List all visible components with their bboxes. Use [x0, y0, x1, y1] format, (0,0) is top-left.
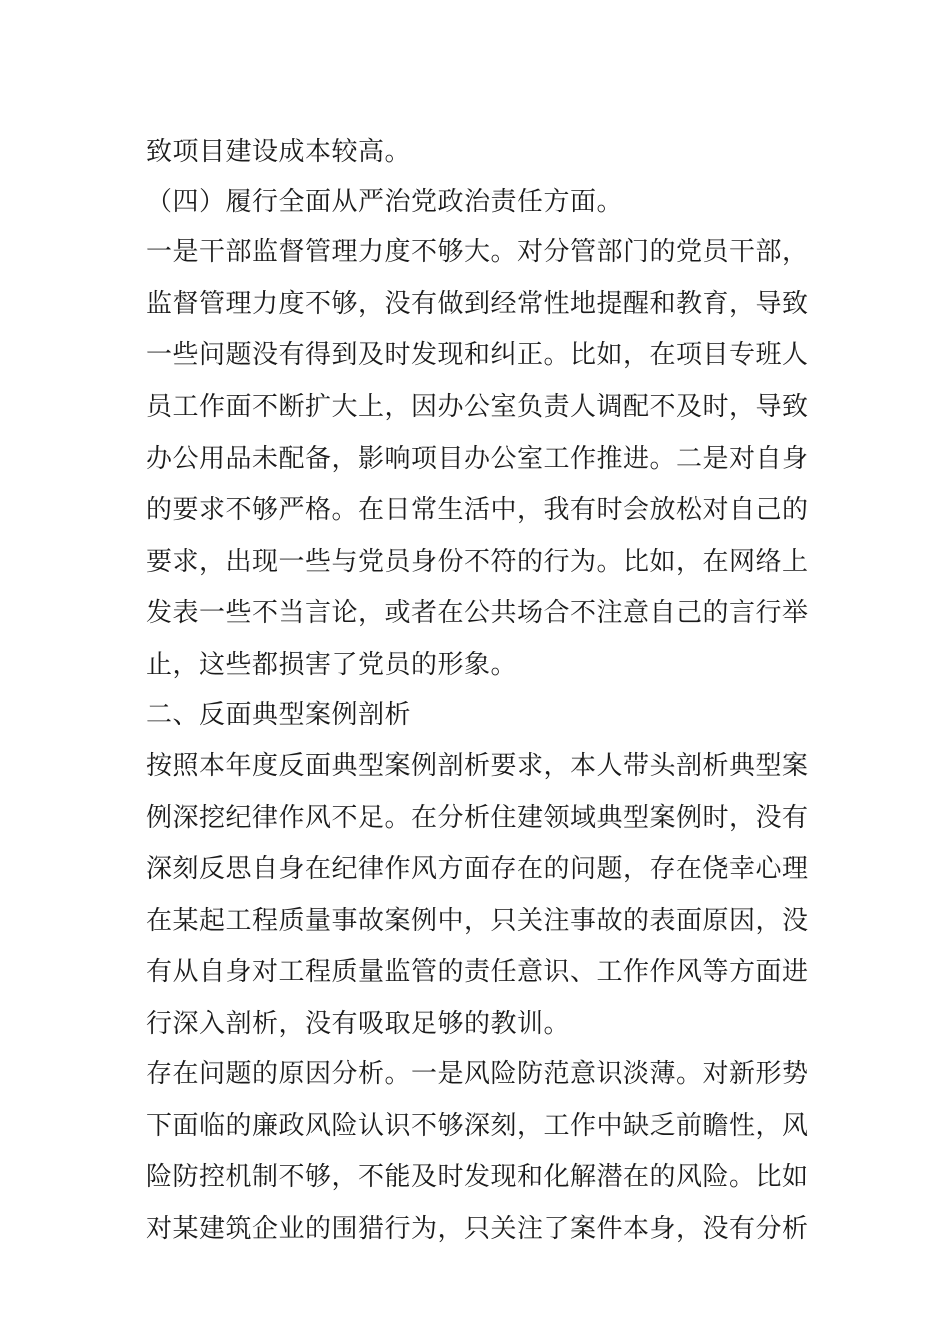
text-line: 在某起工程质量事故案例中，只关注事故的表面原因，没 [146, 906, 809, 936]
text-line: 一些问题没有得到及时发现和纠正。比如，在项目专班人 [146, 340, 809, 370]
text-line: 要求，出现一些与党员身份不符的行为。比如，在网络上 [146, 547, 809, 577]
text-line: 发表一些不当言论，或者在公共场合不注意自己的言行举 [146, 598, 809, 628]
text-line: 深刻反思自身在纪律作风方面存在的问题，存在侥幸心理 [146, 854, 809, 884]
text-line: 一是干部监督管理力度不够大。对分管部门的党员干部， [146, 237, 809, 267]
text-line: 的要求不够严格。在日常生活中，我有时会放松对自己的 [146, 495, 809, 525]
text-line: 例深挖纪律作风不足。在分析住建领域典型案例时，没有 [146, 803, 809, 833]
text-line: 员工作面不断扩大上，因办公室负责人调配不及时，导致 [146, 392, 809, 422]
text-line: 按照本年度反面典型案例剖析要求，本人带头剖析典型案 [146, 751, 809, 781]
text-line: 下面临的廉政风险认识不够深刻，工作中缺乏前瞻性，风 [146, 1111, 809, 1141]
text-line: 止，这些都损害了党员的形象。 [146, 650, 518, 680]
text-line: 对某建筑企业的围猎行为，只关注了案件本身，没有分析 [146, 1214, 809, 1244]
text-line: 致项目建设成本较高。 [146, 137, 412, 167]
text-line: 办公用品未配备，影响项目办公室工作推进。二是对自身 [146, 444, 809, 474]
text-line: 险防控机制不够，不能及时发现和化解潜在的风险。比如 [146, 1162, 809, 1192]
text-line: 存在问题的原因分析。一是风险防范意识淡薄。对新形势 [146, 1059, 809, 1089]
section-heading: 二、反面典型案例剖析 [146, 700, 412, 730]
section-heading: （四）履行全面从严治党政治责任方面。 [146, 187, 624, 217]
text-line: 行深入剖析，没有吸取足够的教训。 [146, 1009, 571, 1039]
text-line: 监督管理力度不够，没有做到经常性地提醒和教育，导致 [146, 289, 809, 319]
text-line: 有从自身对工程质量监管的责任意识、工作作风等方面进 [146, 957, 809, 987]
